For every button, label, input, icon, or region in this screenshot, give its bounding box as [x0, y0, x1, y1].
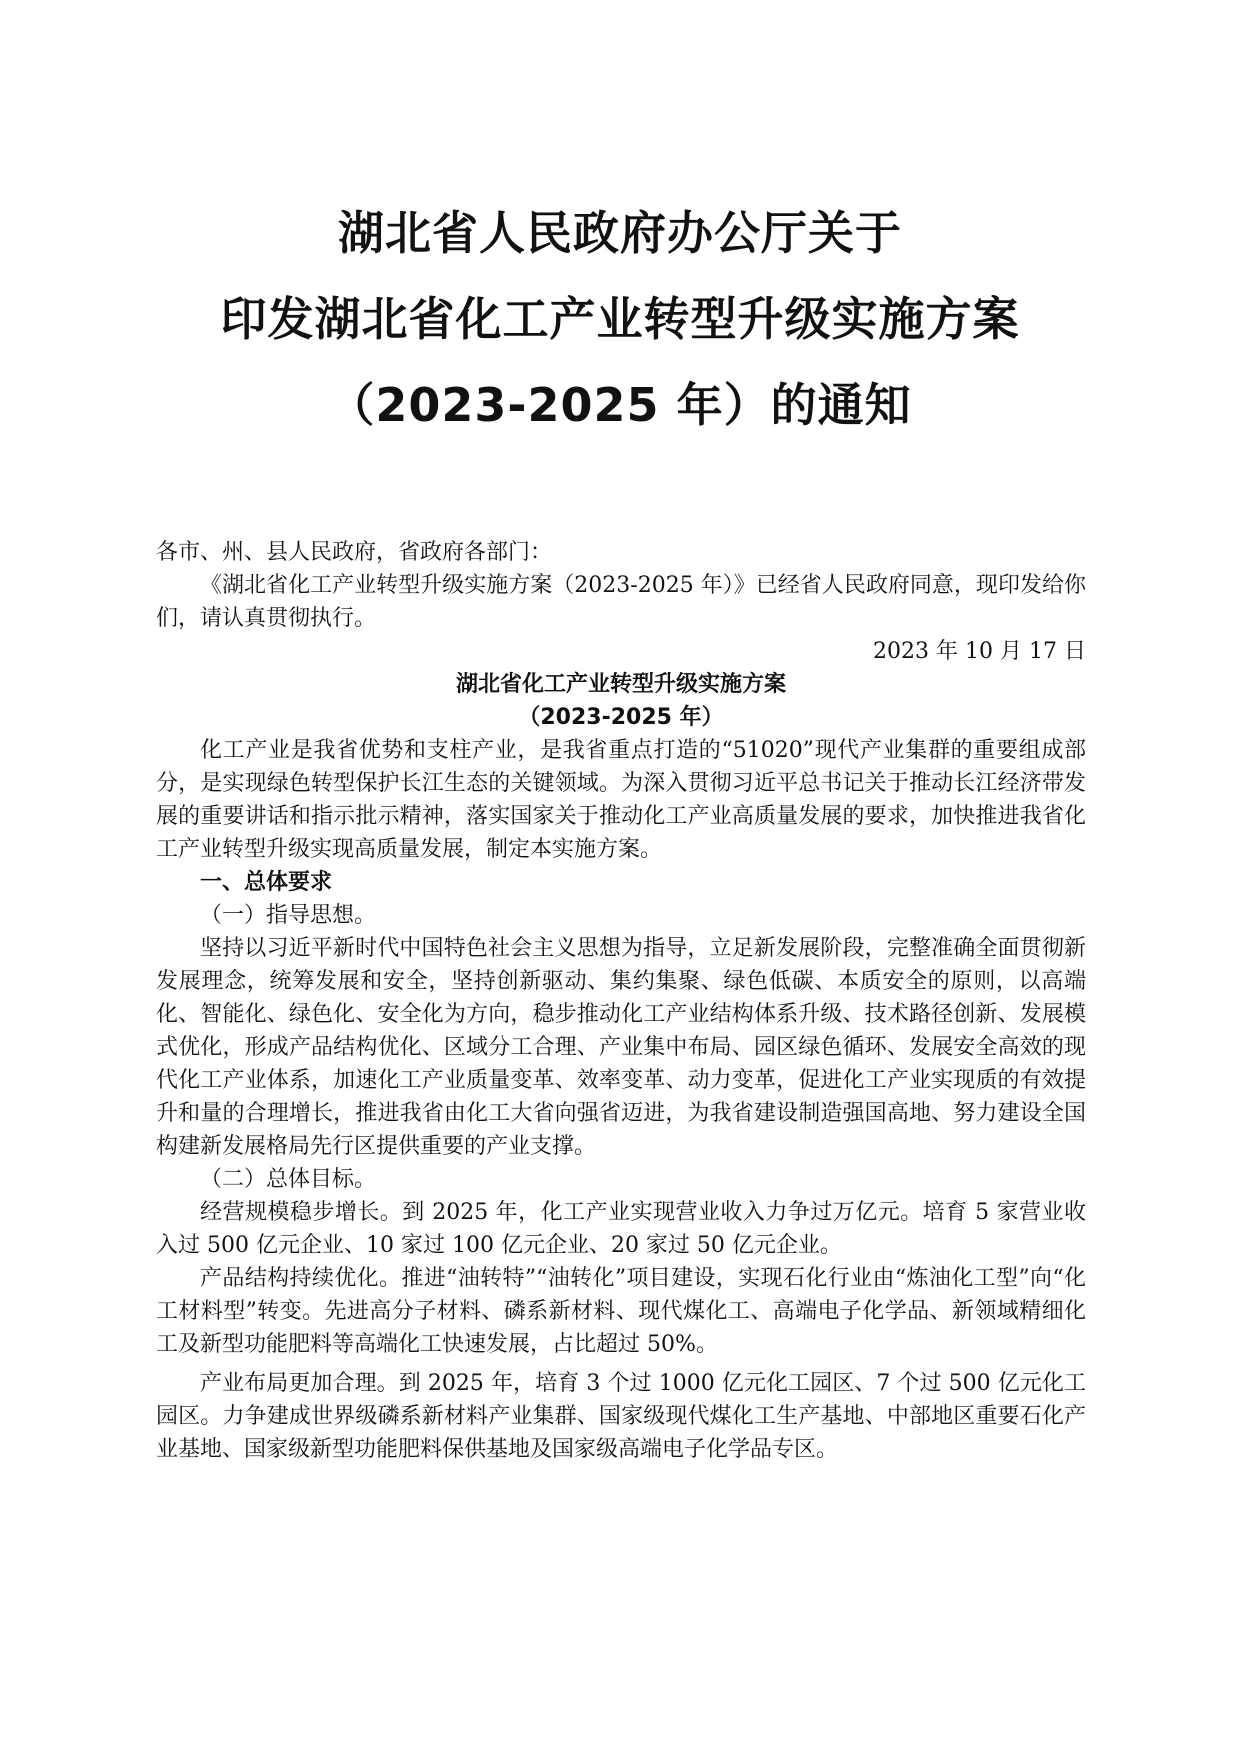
notice-body: 《湖北省化工产业转型升级实施方案（2023-2025 年）》已经省人民政府同意，现印发给你们，请认真贯彻执行。 — [156, 573, 1086, 631]
notice-title-line-3: （2023-2025 年）的通知 — [328, 378, 912, 432]
notice-title-line-1: 湖北省人民政府办公厅关于 — [338, 206, 902, 260]
section-heading-general-requirements: 一、总体要求 — [200, 870, 333, 895]
goal-layout-paragraph: 产业布局更加合理。到 2025 年，培育 3 个过 1000 亿元化工园区、7 个过 500 亿元化工园区。力争建成世界级磷系新材料产业集群、国家级现代煤化工生产基地、中部地区重要石化产业基地、国家级新型功能肥料保供基地及国家级高端电子化学品专区。 — [156, 1371, 1086, 1462]
notice-title — [0, 190, 1240, 448]
goal-structure-paragraph: 产品结构持续优化。推进“油转特”“油转化”项目建设，实现石化行业由“炼油化工型”向“化工材料型”转变。先进高分子材料、磷系新材料、现代煤化工、高端电子化学品、新领域精细化工及新型功能肥料等高端化工快速发展，占比超过 50%。 — [156, 1266, 1086, 1357]
plan-subtitle: （2023-2025 年） — [518, 705, 724, 730]
subheading-guiding-ideology: （一）指导思想。 — [200, 903, 377, 928]
plan-intro-paragraph: 化工产业是我省优势和支柱产业，是我省重点打造的“51020”现代产业集群的重要组成部分，是实现绿色转型保护长江生态的关键领域。为深入贯彻习近平总书记关于推动长江经济带发展的重要讲话和指示批示精神，落实国家关于推动化工产业高质量发展的要求，加快推进我省化工产业转型升级实现高质量发展，制定本实施方案。 — [156, 738, 1086, 862]
guiding-ideology-paragraph: 坚持以习近平新时代中国特色社会主义思想为指导，立足新发展阶段，完整准确全面贯彻新发展理念，统筹发展和安全，坚持创新驱动、集约集聚、绿色低碳、本质安全的原则，以高端化、智能化、绿色化、安全化为方向，稳步推动化工产业结构体系升级、技术路径创新、发展模式优化，形成产品结构优化、区域分工合理、产业集中布局、园区绿色循环、发展安全高效的现代化工产业体系，加速化工产业质量变革、效率变革、动力变革，促进化工产业实现质的有效提升和量的合理增长，推进我省由化工大省向强省迈进，为我省建设制造强国高地、努力建设全国构建新发展格局先行区提供重要的产业支撑。 — [156, 936, 1086, 1159]
notice-title-line-2: 印发湖北省化工产业转型升级实施方案 — [220, 292, 1020, 346]
salutation: 各市、州、县人民政府，省政府各部门： — [156, 540, 553, 565]
document-body — [156, 536, 1086, 1466]
goal-scale-paragraph: 经营规模稳步增长。到 2025 年，化工产业实现营业收入力争过万亿元。培育 5 家营业收入过 500 亿元企业、10 家过 100 亿元企业、20 家过 50 亿元企业。 — [156, 1200, 1086, 1258]
notice-date: 2023 年 10 月 17 日 — [873, 639, 1086, 664]
subheading-overall-goals: （二）总体目标。 — [200, 1167, 377, 1192]
plan-title: 湖北省化工产业转型升级实施方案 — [455, 672, 786, 697]
